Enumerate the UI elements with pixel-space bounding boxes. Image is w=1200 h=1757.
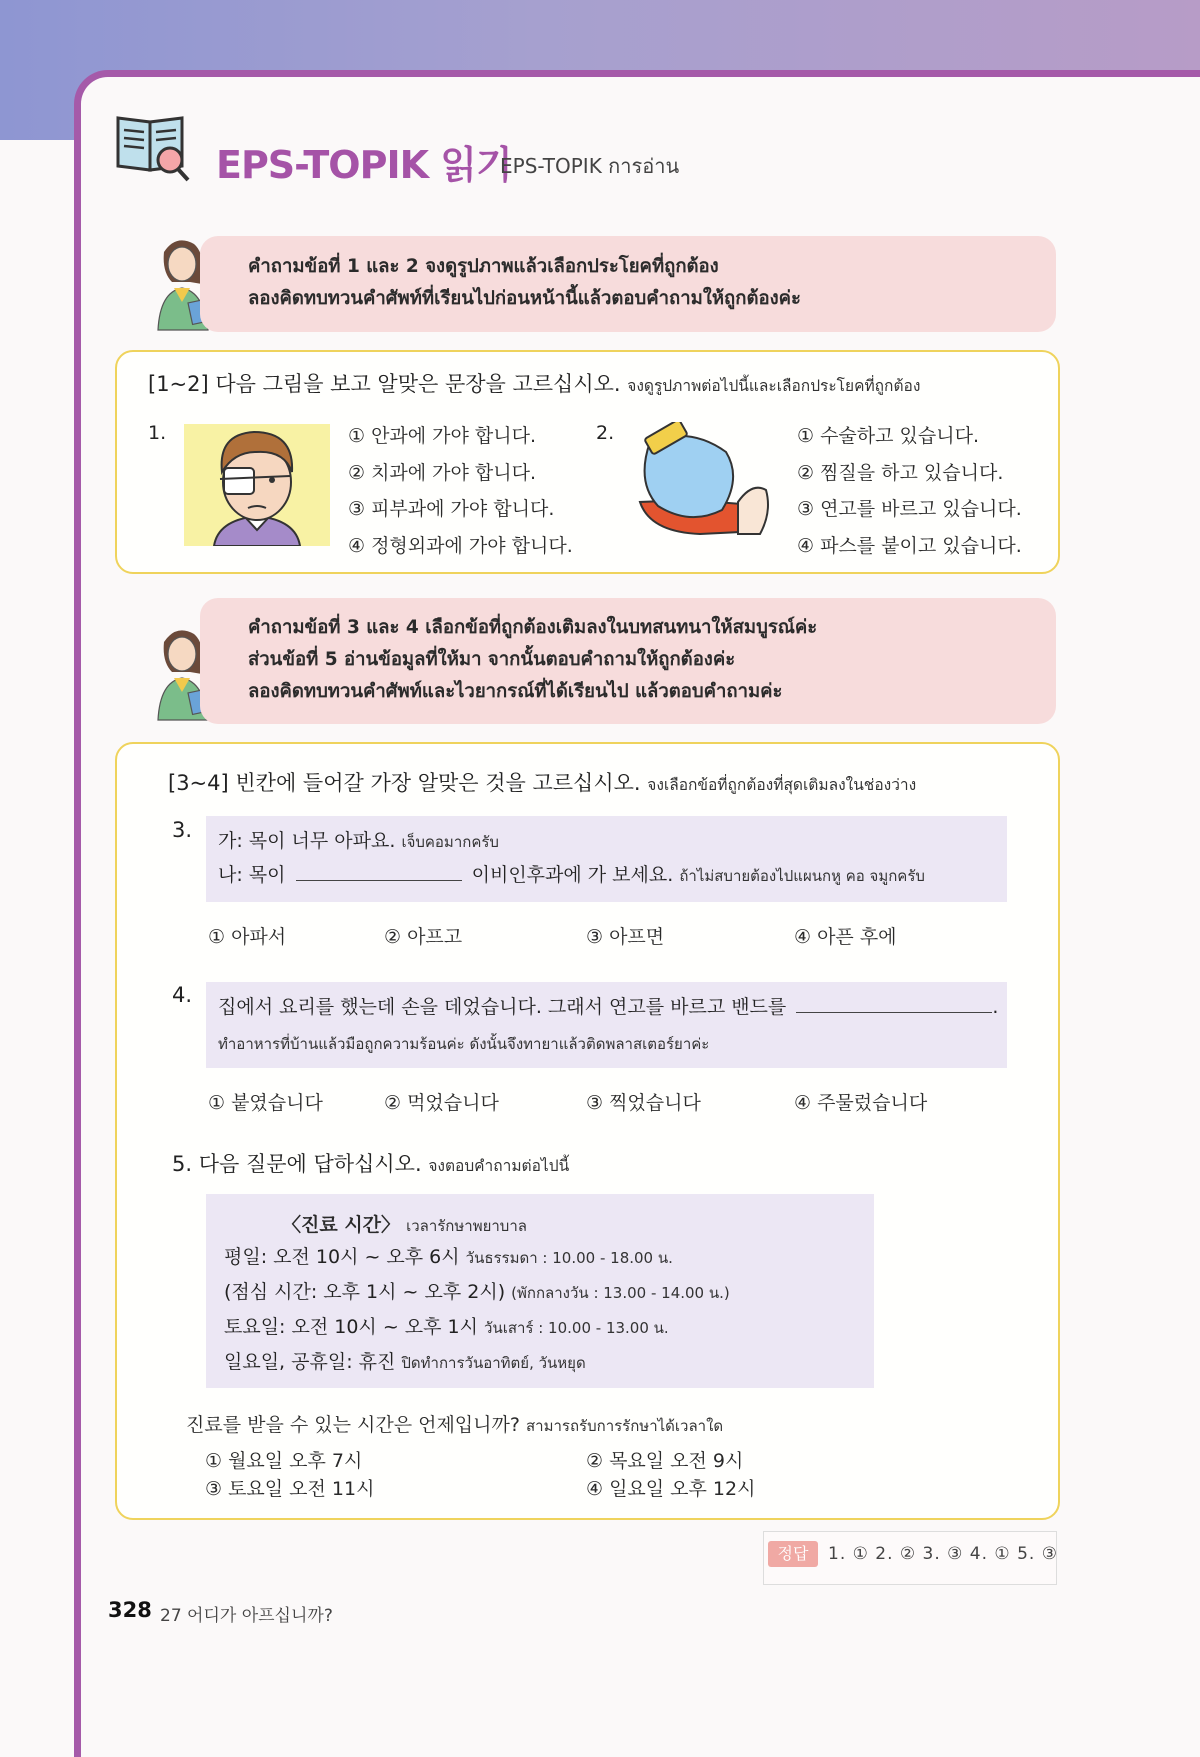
option[interactable]: ④ 일요일 오후 12시 xyxy=(586,1478,756,1500)
eyepatch-illustration xyxy=(184,424,330,546)
instruction-bubble-1 xyxy=(200,236,1056,332)
hours-title-th: เวลารักษาพยาบาล xyxy=(406,1217,527,1235)
hours-row xyxy=(224,1310,730,1345)
hours-ko: 토요일: 오전 10시 ~ 오후 1시 xyxy=(224,1316,478,1338)
option[interactable]: ④ 아픈 후에 xyxy=(794,926,897,948)
page-title: EPS-TOPIK 읽기 xyxy=(216,143,512,187)
option[interactable]: ② 먹었습니다 xyxy=(384,1092,499,1114)
hours-title xyxy=(282,1210,527,1238)
answer-key-label: 정답 xyxy=(768,1541,818,1567)
q5-question xyxy=(186,1410,723,1438)
option[interactable]: ② 목요일 오전 9시 xyxy=(586,1450,744,1472)
option[interactable]: ③ 아프면 xyxy=(586,926,665,948)
question-th: สามารถรับการรักษาได้เวลาใด xyxy=(526,1417,724,1435)
dialogue-th: ถ้าไม่สบายต้องไปแผนกหู คอ จมูกครับ xyxy=(679,867,925,885)
instruction-line: ลองคิดทบทวนคำศัพท์ที่เรียนไปก่อนหน้านี้แล้วตอบคำถามให้ถูกต้องค่ะ xyxy=(248,288,801,309)
answer-blank[interactable] xyxy=(296,880,462,881)
option[interactable]: ③ 찍었습니다 xyxy=(586,1092,701,1114)
option[interactable]: ③ 연고를 바르고 있습니다. xyxy=(797,498,1022,520)
question-ko: 진료를 받을 수 있는 시간은 언제입니까? xyxy=(186,1414,520,1436)
page-number: 328 xyxy=(108,1598,152,1622)
hours-th: วันธรรมดา : 10.00 - 18.00 น. xyxy=(465,1249,673,1267)
option[interactable]: ③ 토요일 오전 11시 xyxy=(205,1478,375,1500)
option[interactable]: ③ 피부과에 가야 합니다. xyxy=(348,498,555,520)
hours-th: ปิดทำการวันอาทิตย์, วันหยุด xyxy=(401,1354,586,1372)
dialogue-line-a xyxy=(218,826,499,854)
hours-row xyxy=(224,1345,730,1380)
instruction-bubble-2 xyxy=(200,598,1056,724)
dialogue-th: เจ็บคอมากครับ xyxy=(401,833,499,851)
dialogue-ko: 이비인후과에 가 보세요. xyxy=(471,864,674,886)
section-header-th: จงเลือกข้อที่ถูกต้องที่สุดเติมลงในช่องว่าง xyxy=(647,776,917,794)
option[interactable]: ② 아프고 xyxy=(384,926,463,948)
answer-key-text: 1. ① 2. ② 3. ③ 4. ① 5. ③ xyxy=(828,1544,1058,1564)
hours-th: (พักกลางวัน : 13.00 - 14.00 น.) xyxy=(511,1284,730,1302)
question-number: 3. xyxy=(172,818,193,842)
page-subtitle: EPS-TOPIK การอ่าน xyxy=(500,154,680,178)
sentence-ko: . xyxy=(992,996,999,1018)
section-1-header xyxy=(148,368,920,398)
question-number: 5. xyxy=(172,1152,193,1176)
hours-title-ko: 〈진료 시간〉 xyxy=(282,1214,401,1236)
sentence-line xyxy=(218,992,998,1019)
sentence-th: ทำอาหารที่บ้านแล้วมือถูกความร้อนค่ะ ดังนั้นจึงทายาแล้วติดพลาสเตอร์ยาค่ะ xyxy=(218,1035,710,1053)
hours-row xyxy=(224,1275,730,1310)
hours-list xyxy=(224,1240,730,1380)
sentence-ko: 집에서 요리를 했는데 손을 데었습니다. 그래서 연고를 바르고 밴드를 xyxy=(218,996,787,1018)
q1-options xyxy=(348,418,573,564)
instruction-line: คำถามข้อที่ 3 และ 4 เลือกข้อที่ถูกต้องเติมลงในบทสนทนาให้สมบูรณ์ค่ะ xyxy=(248,617,818,638)
question-number: 4. xyxy=(172,983,193,1007)
book-magnifier-icon xyxy=(112,104,192,188)
dialogue-ko: 나: 목이 xyxy=(218,864,286,886)
section-header-ko: [3~4] 빈칸에 들어갈 가장 알맞은 것을 고르십시오. xyxy=(168,771,641,795)
instruction-line: ส่วนข้อที่ 5 อ่านข้อมูลที่ให้มา จากนั้นตอบคำถามให้ถูกต้องค่ะ xyxy=(248,649,736,670)
prompt-th: จงตอบคำถามต่อไปนี้ xyxy=(428,1157,570,1175)
hours-ko: 평일: 오전 10시 ~ 오후 6시 xyxy=(224,1246,460,1268)
option[interactable]: ① 아파서 xyxy=(208,926,287,948)
section-2-header xyxy=(168,767,916,797)
hours-row xyxy=(224,1240,730,1275)
instruction-line: ลองคิดทบทวนคำศัพท์และไวยากรณ์ที่ได้เรียนไป แล้วตอบคำถามค่ะ xyxy=(248,681,783,702)
q2-options xyxy=(797,418,1022,564)
option[interactable]: ④ 파스를 붙이고 있습니다. xyxy=(797,534,1022,557)
question-number: 2. xyxy=(596,422,615,444)
bandaged-leg-illustration xyxy=(630,422,776,544)
prompt-ko: 다음 질문에 답하십시오. xyxy=(198,1152,422,1176)
hours-ko: (점심 시간: 오후 1시 ~ 오후 2시) xyxy=(224,1281,506,1303)
option[interactable]: ① 안과에 가야 합니다. xyxy=(348,425,537,447)
q5-prompt xyxy=(172,1148,569,1178)
option[interactable]: ① 붙였습니다 xyxy=(208,1092,323,1114)
dialogue-ko: 가: 목이 너무 아파요. xyxy=(218,830,396,852)
hours-th: วันเสาร์ : 10.00 - 13.00 น. xyxy=(484,1319,669,1337)
chapter-title: 27 어디가 아프십니까? xyxy=(160,1606,333,1626)
section-header-th: จงดูรูปภาพต่อไปนี้และเลือกประโยคที่ถูกต้อง xyxy=(627,377,921,395)
option[interactable]: ④ 정형외과에 가야 합니다. xyxy=(348,534,573,557)
option[interactable]: ④ 주물렀습니다 xyxy=(794,1092,928,1114)
option[interactable]: ② 치과에 가야 합니다. xyxy=(348,461,537,484)
option[interactable]: ① 수술하고 있습니다. xyxy=(797,425,979,447)
answer-blank[interactable] xyxy=(796,1012,992,1013)
option[interactable]: ① 월요일 오후 7시 xyxy=(205,1450,363,1472)
hours-ko: 일요일, 공휴일: 휴진 xyxy=(224,1351,396,1373)
question-number: 1. xyxy=(148,422,167,444)
section-header-ko: [1~2] 다음 그림을 보고 알맞은 문장을 고르십시오. xyxy=(148,372,621,396)
instruction-line: คำถามข้อที่ 1 และ 2 จงดูรูปภาพแล้วเลือกประโยคที่ถูกต้อง xyxy=(248,256,719,277)
option[interactable]: ② 찜질을 하고 있습니다. xyxy=(797,461,1004,484)
dialogue-line-b xyxy=(218,860,925,888)
